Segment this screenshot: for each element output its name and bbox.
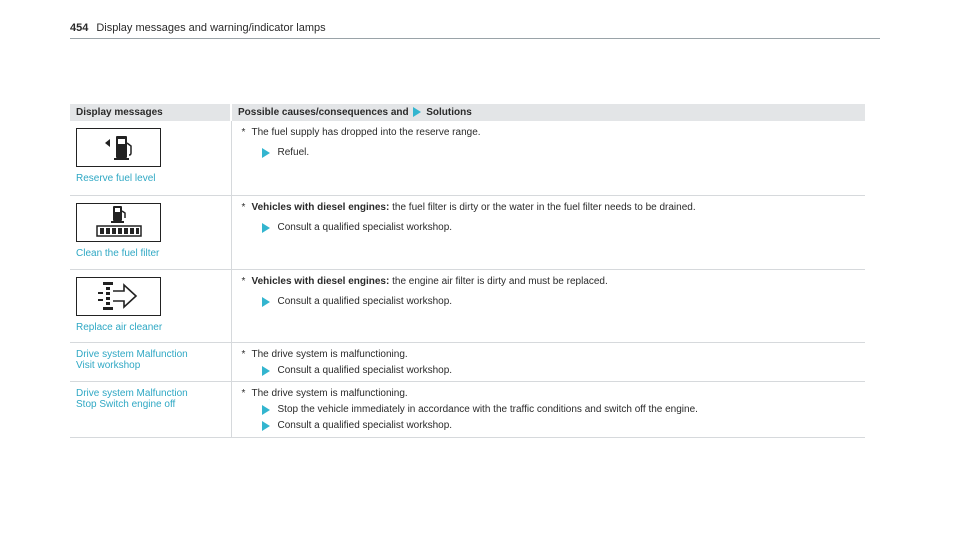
air-filter-icon — [76, 277, 161, 316]
message-label-line2: Visit workshop — [76, 359, 141, 371]
message-label: Clean the fuel filter — [76, 247, 160, 259]
table-header-row — [70, 104, 865, 121]
fuel-filter-icon — [76, 203, 161, 242]
message-cell — [70, 121, 231, 195]
fuel-reserve-icon — [76, 128, 161, 167]
cause-text: * Vehicles with diesel engines: the fuel filter is dirty or the water in the fuel filter needs to be drained. — [241, 201, 696, 213]
action-arrow-icon — [262, 223, 270, 233]
table-row — [70, 121, 865, 195]
cause-text: * Vehicles with diesel engines: the engine air filter is dirty and must be replaced. — [241, 275, 608, 287]
action-item: Stop the vehicle immediately in accordance with the traffic conditions and switch off the engine. — [242, 404, 866, 416]
cause-text: * The drive system is malfunctioning. — [241, 387, 408, 399]
column-header-causes-text: Possible causes/consequences and — [238, 107, 409, 118]
message-label-line2: Stop Switch engine off — [76, 398, 176, 410]
cause-text: * The drive system is malfunctioning. — [241, 348, 408, 360]
table-row — [70, 342, 865, 381]
action-arrow-icon — [262, 421, 270, 431]
column-header-solutions-text: Solutions — [426, 107, 472, 118]
action-item: Consult a qualified specialist workshop. — [242, 420, 866, 434]
action-arrow-icon — [262, 148, 270, 158]
solution-arrow-icon — [413, 107, 421, 117]
message-label: Replace air cleaner — [76, 321, 163, 333]
solution-cell — [231, 342, 865, 381]
table-row — [70, 195, 865, 269]
action-item: Consult a qualified specialist workshop. — [242, 365, 866, 377]
message-cell — [70, 381, 231, 437]
solution-cell — [231, 121, 865, 195]
page-number: 454 — [70, 22, 89, 34]
solution-cell — [231, 269, 865, 342]
action-arrow-icon — [262, 405, 270, 415]
solution-cell — [231, 381, 865, 437]
message-cell — [70, 195, 231, 269]
cause-text: * The fuel supply has dropped into the reserve range. — [241, 127, 481, 138]
table-row — [70, 381, 865, 437]
action-item: Consult a qualified specialist workshop. — [242, 296, 866, 308]
column-header-display-messages: Display messages — [70, 104, 231, 121]
action-item: Consult a qualified specialist workshop. — [242, 222, 866, 234]
solution-cell — [231, 195, 865, 269]
message-label: Reserve fuel level — [76, 173, 156, 184]
display-messages-table — [70, 104, 865, 438]
column-header-causes — [231, 104, 865, 121]
message-label-line1: Drive system Malfunction — [76, 387, 188, 399]
page-title: Display messages and warning/indicator lamps — [96, 22, 326, 34]
message-cell — [70, 342, 231, 381]
action-arrow-icon — [262, 366, 270, 376]
action-item: Refuel. — [242, 147, 866, 159]
message-label-line1: Drive system Malfunction — [76, 348, 188, 360]
message-cell — [70, 269, 231, 342]
page-header — [70, 14, 880, 39]
action-arrow-icon — [262, 297, 270, 307]
table-row — [70, 269, 865, 342]
